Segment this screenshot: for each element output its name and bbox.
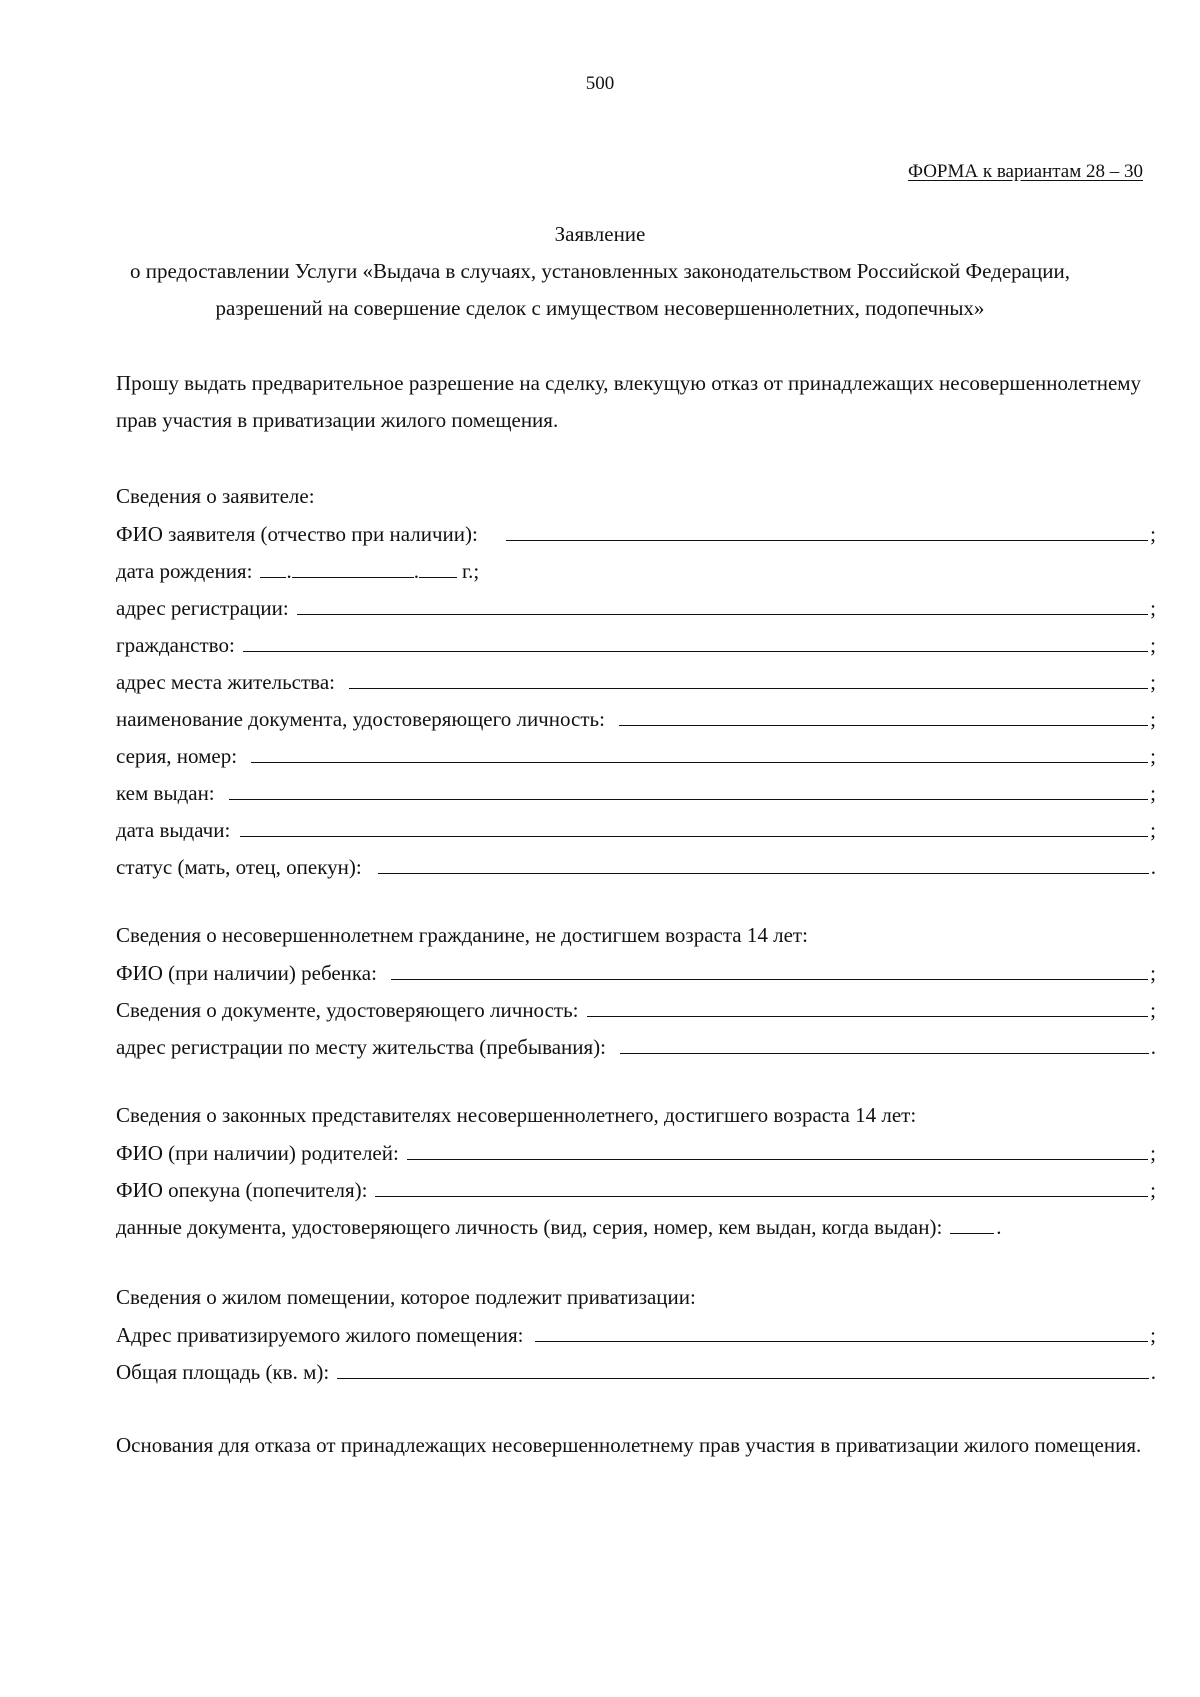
page-number: 500 — [585, 73, 615, 94]
fill-line[interactable] — [378, 853, 1149, 874]
field-minor-reg: адрес регистрации по месту жительства (пребывания): . — [116, 1035, 1156, 1059]
field-minor-fio: ФИО (при наличии) ребенка: ; — [116, 961, 1156, 985]
field-applicant-reg-address: адрес регистрации: ; — [116, 596, 1156, 620]
section-heading-applicant: Сведения о заявителе: — [116, 484, 315, 508]
fill-line[interactable] — [407, 1139, 1148, 1160]
field-label: статус (мать, отец, опекун): — [116, 855, 362, 879]
field-label: ФИО опекуна (попечителя): — [116, 1178, 368, 1202]
field-applicant-id-doc: наименование документа, удостоверяющего личность: ; — [116, 707, 1156, 731]
field-applicant-issue-date: дата выдачи: ; — [116, 818, 1156, 842]
fill-line[interactable] — [243, 631, 1148, 652]
field-label: Общая площадь (кв. м): — [116, 1360, 330, 1384]
section-heading-representatives: Сведения о законных представителях несовершеннолетнего, достигшего возраста 14 лет: — [116, 1103, 917, 1127]
field-label: кем выдан: — [116, 781, 215, 805]
fill-line[interactable] — [950, 1213, 994, 1234]
field-applicant-dob: дата рождения: . . г.; — [116, 559, 480, 583]
field-applicant-citizenship: гражданство: ; — [116, 633, 1156, 657]
field-dwelling-address: Адрес приватизируемого жилого помещения: ; — [116, 1323, 1156, 1347]
field-label: Адрес приватизируемого жилого помещения: — [116, 1323, 524, 1347]
field-label: ФИО (при наличии) родителей: — [116, 1141, 399, 1165]
form-reference: ФОРМА к вариантам 28 – 30 — [907, 161, 1143, 182]
field-label: адрес регистрации по месту жительства (пребывания): — [116, 1035, 607, 1059]
dob-year-line[interactable] — [419, 557, 457, 578]
fill-line[interactable] — [375, 1176, 1148, 1197]
request-paragraph: Прошу выдать предварительное разрешение на сделку, влекущую отказ от принадлежащих несовершеннолетнему прав участия в приватизации жилого помещения. — [116, 371, 1142, 432]
field-minor-doc: Сведения о документе, удостоверяющего личность: ; — [116, 998, 1156, 1022]
field-representative-doc: данные документа, удостоверяющего личность (вид, серия, номер, кем выдан, когда выдан): . — [116, 1215, 1002, 1239]
fill-line[interactable] — [229, 779, 1149, 800]
fill-line[interactable] — [297, 594, 1148, 615]
fill-line[interactable] — [587, 996, 1149, 1017]
document-title: Заявление — [554, 222, 646, 246]
fill-line[interactable] — [337, 1358, 1149, 1379]
field-label: ФИО заявителя (отчество при наличии): — [116, 522, 478, 546]
document-subtitle: о предоставлении Услуги «Выдача в случаях, установленных законодательством Российской Федерации, разрешений на совершение сделок с имуществом несовершеннолетних, подопечных» — [130, 259, 1070, 320]
field-applicant-issued-by: кем выдан: ; — [116, 781, 1156, 805]
field-label: гражданство: — [116, 633, 235, 657]
field-label: дата рождения: — [116, 559, 253, 583]
field-parents-fio: ФИО (при наличии) родителей: ; — [116, 1141, 1156, 1165]
fill-line[interactable] — [391, 959, 1148, 980]
field-applicant-fio: ФИО заявителя (отчество при наличии): ; — [116, 522, 1156, 546]
fill-line[interactable] — [619, 705, 1148, 726]
fill-line[interactable] — [240, 816, 1148, 837]
fill-line[interactable] — [535, 1321, 1148, 1342]
field-label: Сведения о документе, удостоверяющего личность: — [116, 998, 579, 1022]
fill-line[interactable] — [251, 742, 1148, 763]
field-guardian-fio: ФИО опекуна (попечителя): ; — [116, 1178, 1156, 1202]
field-label: данные документа, удостоверяющего личность (вид, серия, номер, кем выдан, когда выдан): — [116, 1215, 943, 1239]
section-heading-minor: Сведения о несовершеннолетнем гражданине, не достигшем возраста 14 лет: — [116, 923, 808, 947]
dob-month-line[interactable] — [292, 557, 414, 578]
dob-day-line[interactable] — [260, 557, 286, 578]
fill-line[interactable] — [349, 668, 1148, 689]
fill-line[interactable] — [506, 520, 1148, 541]
grounds-paragraph: Основания для отказа от принадлежащих несовершеннолетнему прав участия в приватизации жилого помещения. — [116, 1433, 1142, 1457]
field-label: адрес места жительства: — [116, 670, 335, 694]
fill-line[interactable] — [620, 1033, 1149, 1054]
field-label: ФИО (при наличии) ребенка: — [116, 961, 377, 985]
field-applicant-residence: адрес места жительства: ; — [116, 670, 1156, 694]
field-label: дата выдачи: — [116, 818, 231, 842]
field-applicant-status: статус (мать, отец, опекун): . — [116, 855, 1156, 879]
field-label: адрес регистрации: — [116, 596, 289, 620]
field-dwelling-area: Общая площадь (кв. м): . — [116, 1360, 1156, 1384]
section-heading-dwelling: Сведения о жилом помещении, которое подлежит приватизации: — [116, 1285, 696, 1309]
field-applicant-series: серия, номер: ; — [116, 744, 1156, 768]
field-label: серия, номер: — [116, 744, 238, 768]
field-label: наименование документа, удостоверяющего личность: — [116, 707, 605, 731]
